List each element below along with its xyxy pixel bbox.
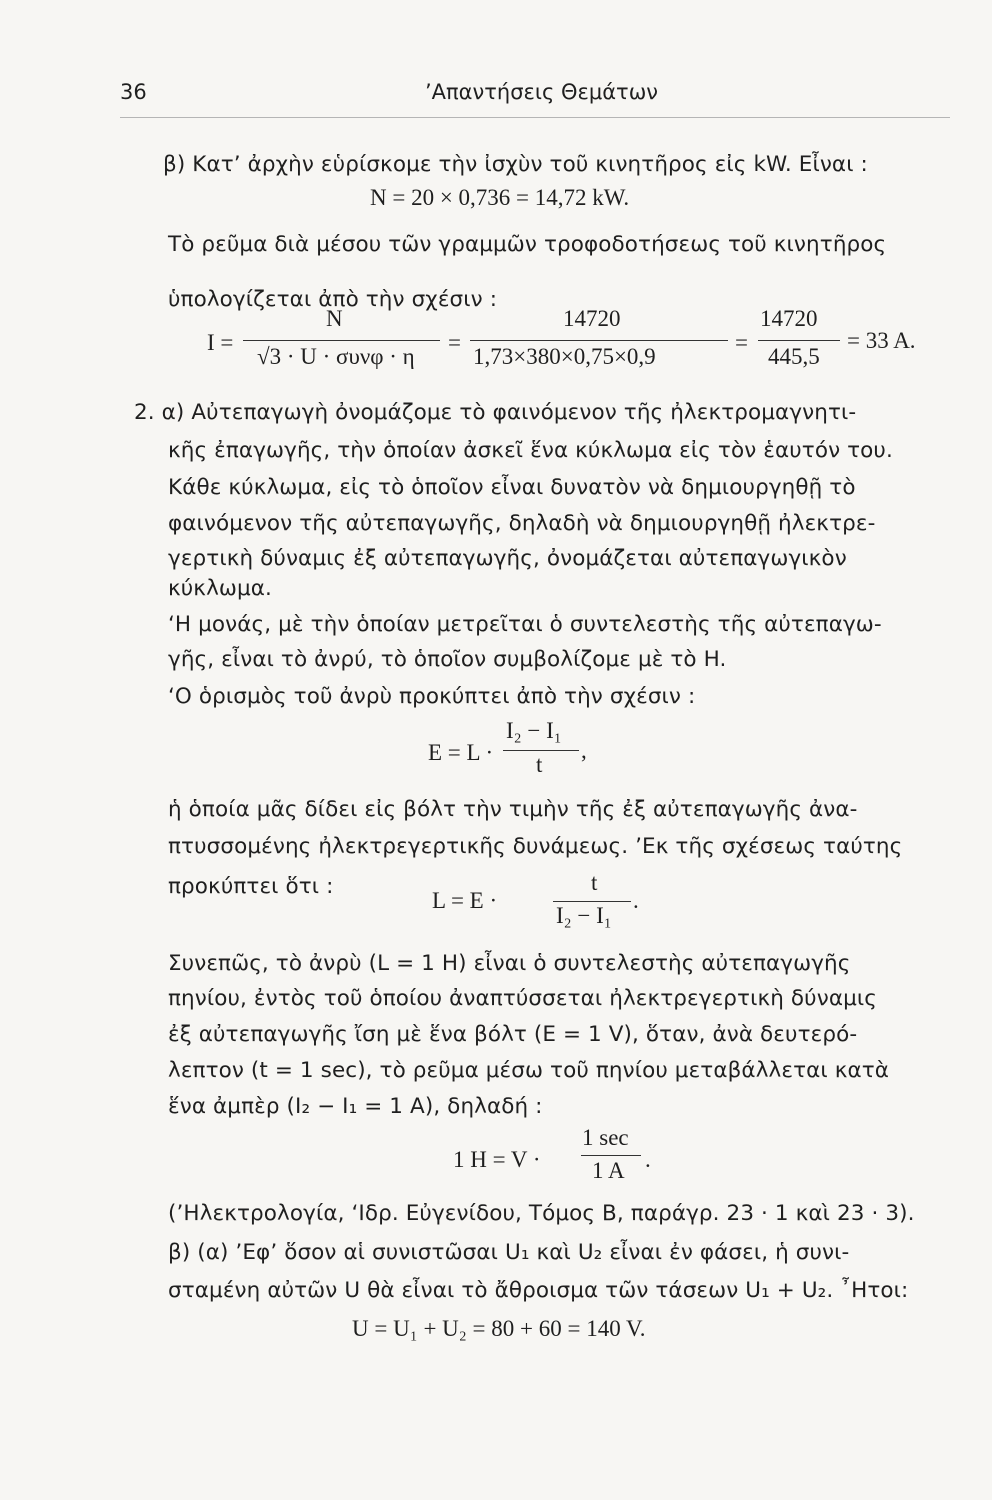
paragraph-line: 2. α) Αὐτεπαγωγὴ ὀνομάζομε τὸ φαινόμενον τῆς ἠλεκτρομαγνητι- xyxy=(134,400,857,425)
paragraph-line: γῆς, εἶναι τὸ ἀνρύ, τὸ ὁποῖον συμβολίζομε μὲ τὸ H. xyxy=(168,647,727,672)
frac2-line xyxy=(470,340,728,341)
paragraph-line: β) (α) ’Εφ’ ὅσον αἱ συνιστῶσαι U₁ καὶ U₂ εἶναι ἐν φάσει, ἡ συνι- xyxy=(168,1240,850,1265)
eq-tail: . xyxy=(645,1147,651,1172)
eq-tail: , xyxy=(581,738,587,763)
paragraph-line: κῆς ἐπαγωγῆς, τὴν ὁποίαν ἀσκεῖ ἕνα κύκλωμα εἰς τὸν ἑαυτόν του. xyxy=(168,438,893,463)
eq-fraction-line xyxy=(553,901,631,902)
eq-result: = 33 A. xyxy=(847,328,916,353)
paragraph-line: πτυσσομένης ἠλεκτρεγερτικῆς δυνάμεως. ’Εκ τῆς σχέσεως ταύτης xyxy=(168,834,903,859)
paragraph-line: ὑπολογίζεται ἀπὸ τὴν σχέσιν : xyxy=(168,287,498,312)
header-rule xyxy=(120,117,950,118)
frac3-line xyxy=(758,340,840,341)
eq-tail: . xyxy=(633,888,639,913)
reference-citation: (’Ηλεκτρολογία, ‘Ιδρ. Εὐγενίδου, Τόμος Β, παράγρ. 23 · 1 καὶ 23 · 3). xyxy=(168,1201,915,1226)
paragraph-line: ἕνα ἀμπὲρ (I₂ − I₁ = 1 A), δηλαδή : xyxy=(168,1094,543,1119)
frac3-denominator: 445,5 xyxy=(768,344,820,369)
paragraph-line: πηνίου, ἐντὸς τοῦ ὁποίου ἀναπτύσσεται ἠλεκτρεγερτικὴ δύναμις xyxy=(168,986,877,1011)
eq-denominator: 1 A xyxy=(592,1158,625,1183)
paragraph-line: ἐξ αὐτεπαγωγῆς ἴση μὲ ἕνα βόλτ (E = 1 V), ὅταν, ἀνὰ δευτερό- xyxy=(168,1022,858,1047)
eq-lhs: E = L · xyxy=(428,740,494,765)
frac1-denominator: √3 · U · συνφ · η xyxy=(257,344,415,369)
paragraph-line: Κάθε κύκλωμα, εἰς τὸ ὁποῖον εἶναι δυνατὸν νὰ δημιουργηθῇ τὸ xyxy=(168,475,856,500)
frac2-denominator: 1,73×380×0,75×0,9 xyxy=(473,344,656,369)
eq-denominator: I₂ − I₁ xyxy=(556,903,612,928)
paragraph-line: Τὸ ρεῦμα διὰ μέσου τῶν γραμμῶν τροφοδοτήσεως τοῦ κινητῆρος xyxy=(168,232,887,257)
paragraph-line: κύκλωμα. xyxy=(168,576,272,601)
paragraph-line: ἡ ὁποία μᾶς δίδει εἰς βόλτ τὴν τιμὴν τῆς ἐξ αὐτεπαγωγῆς ἀνα- xyxy=(168,797,858,822)
page-number: 36 xyxy=(120,80,147,104)
eq-sign: = xyxy=(448,330,461,355)
paragraph-line: β) Κατ’ ἀρχὴν εὑρίσκομε τὴν ἰσχὺν τοῦ κινητῆρος εἰς kW. Εἶναι : xyxy=(163,152,868,177)
eq-sign: = xyxy=(735,330,748,355)
equation-voltage-sum: U = U₁ + U₂ = 80 + 60 = 140 V. xyxy=(352,1316,646,1341)
eq-denominator: t xyxy=(536,752,543,777)
paragraph-line: Συνεπῶς, τὸ ἀνρὺ (L = 1 H) εἶναι ὁ συντελεστὴς αὐτεπαγωγῆς xyxy=(168,951,851,976)
frac1-line xyxy=(243,340,440,341)
equation-power: N = 20 × 0,736 = 14,72 kW. xyxy=(370,185,630,210)
paragraph-line: ‘Ο ὁρισμὸς τοῦ ἀνρὺ προκύπτει ἀπὸ τὴν σχέσιν : xyxy=(168,684,696,709)
eq-fraction-line xyxy=(503,750,579,751)
eq-lhs: L = E · xyxy=(432,888,498,913)
eq-lhs: I = xyxy=(207,330,234,355)
frac2-numerator: 14720 xyxy=(563,306,621,331)
paragraph-line: γερτικὴ δύναμις ἐξ αὐτεπαγωγῆς, ὀνομάζεται αὐτεπαγωγικὸν xyxy=(168,546,847,571)
paragraph-line: σταμένη αὐτῶν U θὰ εἶναι τὸ ἄθροισμα τῶν τάσεων U₁ + U₂. ῏Ητοι: xyxy=(168,1278,909,1303)
eq-numerator: 1 sec xyxy=(582,1125,629,1150)
eq-fraction-line xyxy=(581,1155,641,1156)
frac3-numerator: 14720 xyxy=(760,306,818,331)
running-title: ’Απαντήσεις Θεμάτων xyxy=(425,80,659,104)
eq-lhs: 1 H = V · xyxy=(453,1147,541,1172)
paragraph-line: φαινόμενον τῆς αὐτεπαγωγῆς, δηλαδὴ νὰ δημιουργηθῇ ἠλεκτρε- xyxy=(168,511,876,536)
frac1-numerator: N xyxy=(326,306,343,331)
paragraph-line: ‘Η μονάς, μὲ τὴν ὁποίαν μετρεῖται ὁ συντελεστὴς τῆς αὐτεπαγω- xyxy=(168,612,882,637)
eq-numerator: I₂ − I₁ xyxy=(506,718,562,743)
eq-numerator: t xyxy=(591,870,598,895)
paragraph-line: προκύπτει ὅτι : xyxy=(168,874,334,899)
paragraph-line: λεπτον (t = 1 sec), τὸ ρεῦμα μέσω τοῦ πηνίου μεταβάλλεται κατὰ xyxy=(168,1058,890,1083)
